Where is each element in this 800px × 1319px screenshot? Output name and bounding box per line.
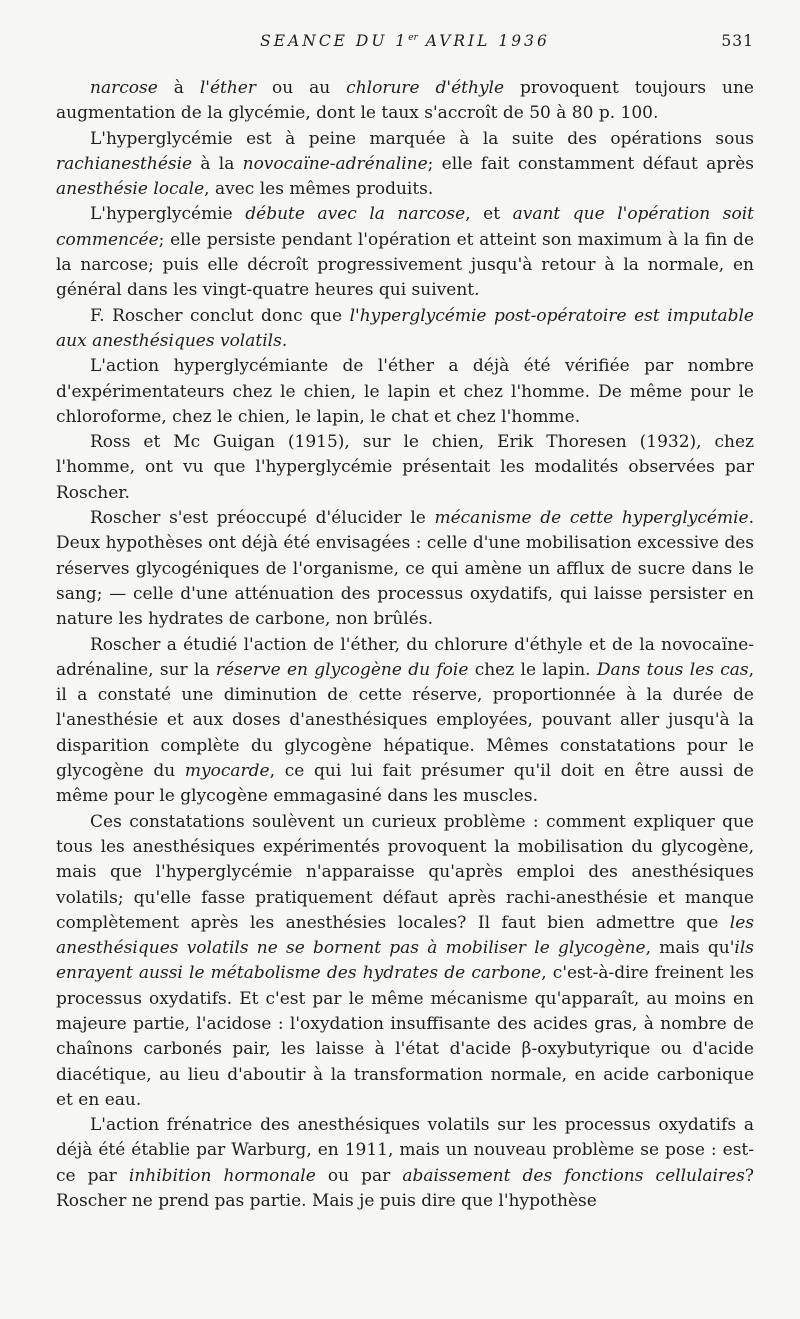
body-text xyxy=(56,76,754,1214)
paragraph xyxy=(56,354,754,430)
paragraph xyxy=(56,810,754,1114)
text-run: ; elle persiste pendant l'opération et atteint son maximum à la fin de la narcose; puis elle décroît progressivement jusqu'à retour à la normale, en général dans les vingt-quatre heures qui suivent. xyxy=(56,229,754,301)
italic-text: l'hyperglycémie post-opératoire est imputable aux anesthésiques volatils xyxy=(56,305,754,351)
text-run: , ce qui lui fait présumer qu'il doit en être aussi de même pour le glycogène emmagasiné dans les muscles. xyxy=(56,761,754,807)
running-title-start: SEANCE DU 1 xyxy=(260,32,409,50)
text-run: . Deux hypothèses ont déjà été envisagées : celle d'une mobilisation excessive des réserves glycogéniques de l'organisme, ce qui amène un afflux de sucre dans le sang; — celle d'une atténuation des processus oxydatifs, qui laisse persister en nature les hydrates de carbone, non brûlés. xyxy=(56,508,754,630)
paragraph xyxy=(56,633,754,810)
page-number: 531 xyxy=(721,32,754,50)
text-run: Ces constatations soulèvent un curieux problème : comment expliquer que tous les anesthésiques expérimentés provoquent la mobilisation du glycogène, mais que l'hyperglycémie n'apparaisse qu'après emploi des anesthésiques volatils; qu'elle fasse pratiquement défaut après rachi-anesthésie et manque complètement après les anesthésies locales? Il faut bien admettre que xyxy=(56,811,754,933)
paragraph xyxy=(56,202,754,303)
text-run: ou par xyxy=(315,1165,403,1186)
text-run: , avec les mêmes produits. xyxy=(204,179,434,200)
text-run: Roscher a étudié l'action de l'éther, du chlorure d'éthyle et de la novocaïne-adrénaline, sur la xyxy=(56,634,754,680)
text-run: provoquent toujours une augmentation de la glycémie, dont le taux s'accroît de 50 à 80 p. 100. xyxy=(56,78,754,124)
italic-text: l'éther xyxy=(199,78,256,98)
paragraph xyxy=(56,76,754,127)
running-title-superscript: er xyxy=(408,32,418,43)
paragraph xyxy=(56,506,754,632)
italic-text: avant que l'opération soit commencée xyxy=(56,204,754,250)
italic-text: novocaïne-adrénaline xyxy=(242,153,428,174)
text-run: Ross et Mc Guigan (1915), sur le chien, Erik Thoresen (1932), chez l'homme, ont vu que l'hyperglycémie présentait les modalités observées par Roscher. xyxy=(56,432,754,503)
italic-text: réserve en glycogène du foie xyxy=(215,659,469,680)
italic-text: débute avec la narcose xyxy=(245,204,466,225)
page-header xyxy=(56,32,754,56)
text-run: , mais qu' xyxy=(645,938,735,959)
paragraph xyxy=(56,127,754,203)
italic-text: anesthésie locale xyxy=(56,179,205,200)
running-title xyxy=(56,32,754,50)
text-run: à xyxy=(157,78,200,98)
text-run: , et xyxy=(465,204,513,225)
italic-text: chlorure d'éthyle xyxy=(346,78,505,98)
italic-text: inhibition hormonale xyxy=(128,1165,316,1186)
text-run: L'action frénatrice des anesthésiques volatils sur les processus oxydatifs a déjà été établie par Warburg, en 1911, mais un nouveau problème se pose : est-ce par xyxy=(56,1115,754,1186)
paragraph xyxy=(56,1113,754,1214)
italic-text: myocarde xyxy=(184,761,270,782)
text-run: ; elle fait constamment défaut après xyxy=(427,153,754,174)
text-run: à la xyxy=(192,153,243,174)
italic-text: rachianesthésie xyxy=(56,153,193,174)
running-title-end: AVRIL 1936 xyxy=(417,32,550,50)
text-run: ou au xyxy=(255,78,347,98)
italic-text: mécanisme de cette hyperglycémie xyxy=(434,508,749,529)
text-run: L'hyperglycémie est à peine marquée à la suite des opérations sous xyxy=(90,128,754,149)
text-run: L'hyperglycémie xyxy=(90,204,246,225)
italic-text: ils enrayent aussi le métabolisme des hydrates de carbone xyxy=(56,938,754,984)
text-run: Roscher s'est préoccupé d'élucider le xyxy=(90,508,435,529)
italic-text: abaissement des fonctions cellulaires xyxy=(402,1165,745,1186)
text-run: . xyxy=(281,330,288,351)
text-run: L'action hyperglycémiante de l'éther a déjà été vérifiée par nombre d'expérimentateurs chez le chien, le lapin et chez l'homme. De même pour le chloroforme, chez le chien, le lapin, le chat et chez l'homme. xyxy=(56,356,754,427)
italic-text: narcose xyxy=(90,78,158,98)
paragraph xyxy=(56,304,754,355)
text-run: ? Roscher ne prend pas partie. Mais je puis dire que l'hypothèse xyxy=(56,1165,754,1212)
paragraph xyxy=(56,430,754,506)
text-run: , il a constaté une diminution de cette réserve, proportionnée à la durée de l'anesthésie et aux doses d'anesthésiques employées, pouvant aller jusqu'à la disparition complète du glycogène hépatique. Mêmes constatations pour le glycogène du xyxy=(56,659,755,782)
italic-text: Dans tous les cas xyxy=(596,659,749,680)
italic-text: les anesthésiques volatils ne se bornent pas à mobiliser le glycogène xyxy=(56,912,754,959)
text-run: F. Roscher conclut donc que xyxy=(90,305,350,326)
text-run: , c'est-à-dire freinent les processus oxydatifs. Et c'est par le même mécanisme qu'apparaît, au moins en majeure partie, l'acidose : l'oxydation insuffisante des acides gras, à nombre de chaînons carbonés pair, les laisse à l'état d'acide β-oxybutyrique ou d'acide diacétique, au lieu d'aboutir à la transformation normale, en acide carbonique et en eau. xyxy=(56,963,755,1110)
text-run: chez le lapin. xyxy=(468,659,597,680)
